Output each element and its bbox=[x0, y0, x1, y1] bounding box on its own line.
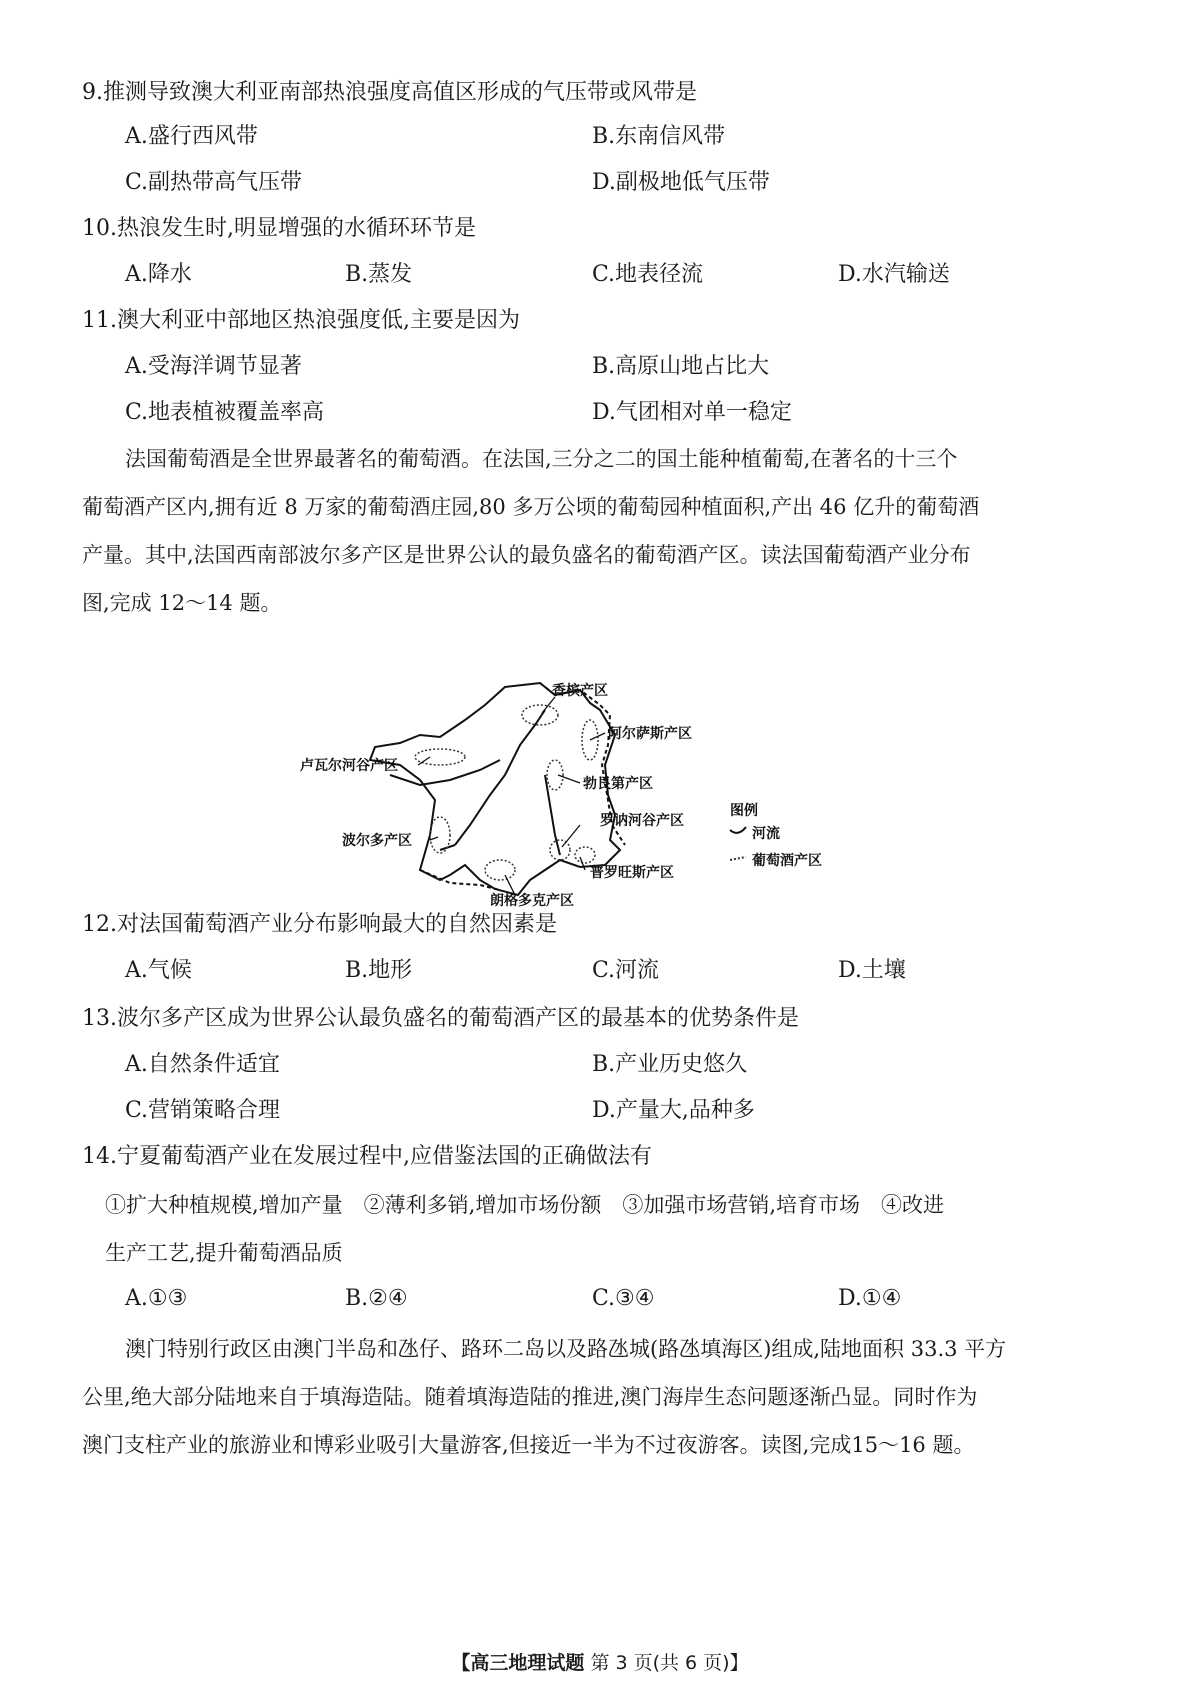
label-languedoc: 朗格多克产区 bbox=[490, 893, 574, 909]
q14-items-line-2: 生产工艺,提升葡萄酒品质 bbox=[105, 1241, 343, 1265]
label-loire: 卢瓦尔河谷产区 bbox=[300, 758, 398, 774]
page-footer bbox=[0, 1648, 1200, 1675]
footer-title: 【高三地理试题 bbox=[451, 1652, 585, 1674]
passage1-line-4: 图,完成 12～14 题。 bbox=[82, 591, 282, 615]
q14-option-b: B.②④ bbox=[345, 1286, 408, 1311]
q11-option-a: A.受海洋调节显著 bbox=[125, 354, 302, 379]
q9-option-d: D.副极地低气压带 bbox=[592, 170, 770, 195]
label-provence: 普罗旺斯产区 bbox=[590, 865, 674, 881]
q12-option-b: B.地形 bbox=[345, 958, 413, 983]
q11-option-b: B.高原山地占比大 bbox=[592, 354, 770, 379]
q13-option-b: B.产业历史悠久 bbox=[592, 1052, 748, 1077]
footer-page: 第 3 页(共 6 页)】 bbox=[590, 1652, 749, 1674]
legend-title: 图例 bbox=[730, 803, 758, 819]
pyrenees-border bbox=[420, 870, 500, 890]
q9-option-c: C.副热带高气压带 bbox=[125, 170, 303, 195]
question-10-stem: 10.热浪发生时,明显增强的水循环环节是 bbox=[82, 216, 476, 241]
q14-option-c: C.③④ bbox=[592, 1286, 655, 1311]
champagne-region bbox=[522, 705, 558, 725]
question-12-stem: 12.对法国葡萄酒产业分布影响最大的自然因素是 bbox=[82, 912, 557, 937]
passage2-line-3: 澳门支柱产业的旅游业和博彩业吸引大量游客,但接近一半为不过夜游客。读图,完成15～16 题。 bbox=[82, 1433, 975, 1457]
languedoc-region bbox=[485, 860, 515, 880]
q11-option-d: D.气团相对单一稳定 bbox=[592, 400, 792, 425]
question-11-stem: 11.澳大利亚中部地区热浪强度低,主要是因为 bbox=[82, 308, 520, 333]
legend-river-symbol bbox=[730, 827, 746, 833]
river-loire bbox=[390, 760, 500, 785]
river-1 bbox=[455, 710, 545, 845]
q13-option-d: D.产量大,品种多 bbox=[592, 1098, 755, 1123]
q12-option-c: C.河流 bbox=[592, 958, 660, 983]
q14-items-line-1: ①扩大种植规模,增加产量 ②薄利多销,增加市场份额 ③加强市场营销,培育市场 ④改进 bbox=[105, 1193, 945, 1217]
bordeaux-region bbox=[430, 817, 450, 853]
passage1-line-1: 法国葡萄酒是全世界最著名的葡萄酒。在法国,三分之二的国土能种植葡萄,在著名的十三个 bbox=[125, 447, 958, 471]
passage1-line-2: 葡萄酒产区内,拥有近 8 万家的葡萄酒庄园,80 多万公顷的葡萄园种植面积,产出 46 亿升的葡萄酒 bbox=[82, 495, 980, 519]
question-9-stem: 9.推测导致澳大利亚南部热浪强度高值区形成的气压带或风带是 bbox=[82, 80, 697, 105]
legend-wine-symbol bbox=[730, 857, 746, 860]
q12-option-a: A.气候 bbox=[125, 958, 192, 983]
rhone-region bbox=[550, 840, 570, 860]
q14-option-d: D.①④ bbox=[838, 1286, 902, 1311]
q13-option-c: C.营销策略合理 bbox=[125, 1098, 281, 1123]
label-rhone: 罗讷河谷产区 bbox=[600, 813, 684, 829]
passage2-line-1: 澳门特别行政区由澳门半岛和氹仔、路环二岛以及路氹城(路氹填海区)组成,陆地面积 33.3 平方 bbox=[125, 1337, 1007, 1361]
label-burgundy: 勃艮第产区 bbox=[583, 776, 653, 792]
q10-option-a: A.降水 bbox=[125, 262, 192, 287]
q10-option-d: D.水汽输送 bbox=[838, 262, 950, 287]
provence-region bbox=[575, 847, 595, 863]
passage2-line-2: 公里,绝大部分陆地来自于填海造陆。随着填海造陆的推进,澳门海岸生态问题逐渐凸显。同时作为 bbox=[82, 1385, 978, 1409]
river-rhone bbox=[545, 775, 560, 855]
question-13-stem: 13.波尔多产区成为世界公认最负盛名的葡萄酒产区的最基本的优势条件是 bbox=[82, 1006, 799, 1031]
q9-option-a: A.盛行西风带 bbox=[125, 124, 258, 149]
q9-option-b: B.东南信风带 bbox=[592, 124, 726, 149]
legend-wine: 葡萄酒产区 bbox=[752, 853, 822, 869]
q10-option-b: B.蒸发 bbox=[345, 262, 413, 287]
passage1-line-3: 产量。其中,法国西南部波尔多产区是世界公认的最负盛名的葡萄酒产区。读法国葡萄酒产业分布 bbox=[82, 543, 971, 567]
q13-option-a: A.自然条件适宜 bbox=[125, 1052, 280, 1077]
label-bordeaux: 波尔多产区 bbox=[342, 833, 412, 849]
q14-option-a: A.①③ bbox=[125, 1286, 188, 1311]
label-champagne: 香槟产区 bbox=[552, 683, 608, 699]
q11-option-c: C.地表植被覆盖率高 bbox=[125, 400, 325, 425]
q10-option-c: C.地表径流 bbox=[592, 262, 704, 287]
burgundy-region bbox=[547, 760, 563, 790]
question-14-stem: 14.宁夏葡萄酒产业在发展过程中,应借鉴法国的正确做法有 bbox=[82, 1144, 652, 1169]
q12-option-d: D.土壤 bbox=[838, 958, 906, 983]
legend-river: 河流 bbox=[752, 826, 780, 842]
label-alsace: 阿尔萨斯产区 bbox=[608, 726, 692, 742]
